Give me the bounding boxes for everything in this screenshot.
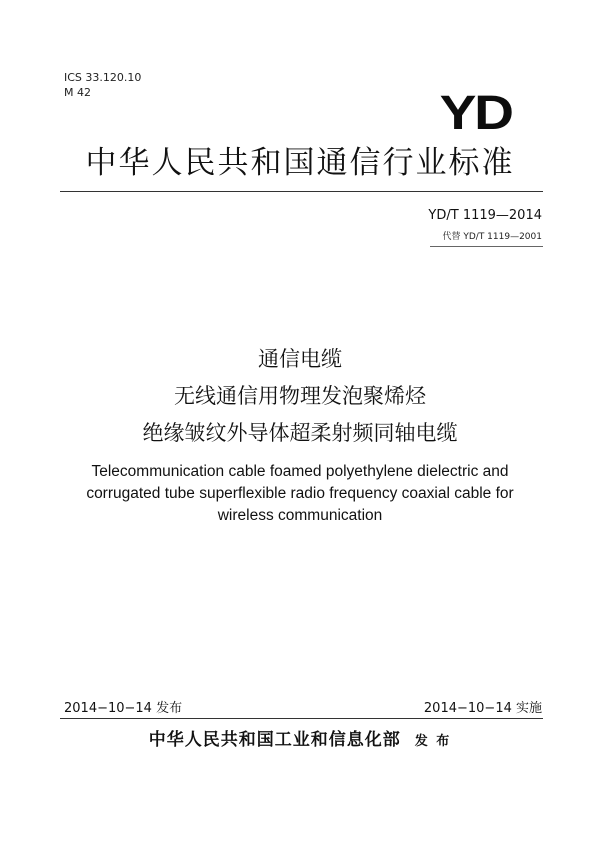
bottom-divider <box>60 718 543 719</box>
issue-label: 发 布 <box>414 734 452 749</box>
yd-logo: YD <box>439 87 512 140</box>
standard-title: 中华人民共和国通信行业标准 <box>85 145 515 181</box>
title-zh-line-1: 通信电缆 <box>258 347 342 371</box>
title-en-line-1: Telecommunication cable foamed polyethylene dielectric and <box>91 463 509 480</box>
implementation-date: 2014−10−14 实施 <box>423 701 542 716</box>
title-en-line-2: corrugated tube superflexible radio frequency coaxial cable for <box>86 485 514 502</box>
title-zh-line-2: 无线通信用物理发泡聚烯烃 <box>174 384 426 408</box>
issuer-line <box>0 725 600 750</box>
title-zh-line-3: 绝缘皱纹外导体超柔射频同轴电缆 <box>142 421 458 445</box>
standard-number: YD/T 1119—2014 <box>428 208 542 223</box>
category-code: M 42 <box>64 86 91 99</box>
top-divider <box>60 191 543 192</box>
standard-number-underline <box>430 246 543 247</box>
issuer-name: 中华人民共和国工业和信息化部 <box>148 730 401 750</box>
title-en <box>60 461 540 527</box>
title-en-line-3: wireless communication <box>217 507 383 524</box>
publish-date: 2014−10−14 发布 <box>64 701 183 716</box>
replaces-standard: 代替 YD/T 1119—2001 <box>442 232 542 242</box>
ics-code: ICS 33.120.10 <box>64 71 142 84</box>
classification-block <box>64 70 141 100</box>
